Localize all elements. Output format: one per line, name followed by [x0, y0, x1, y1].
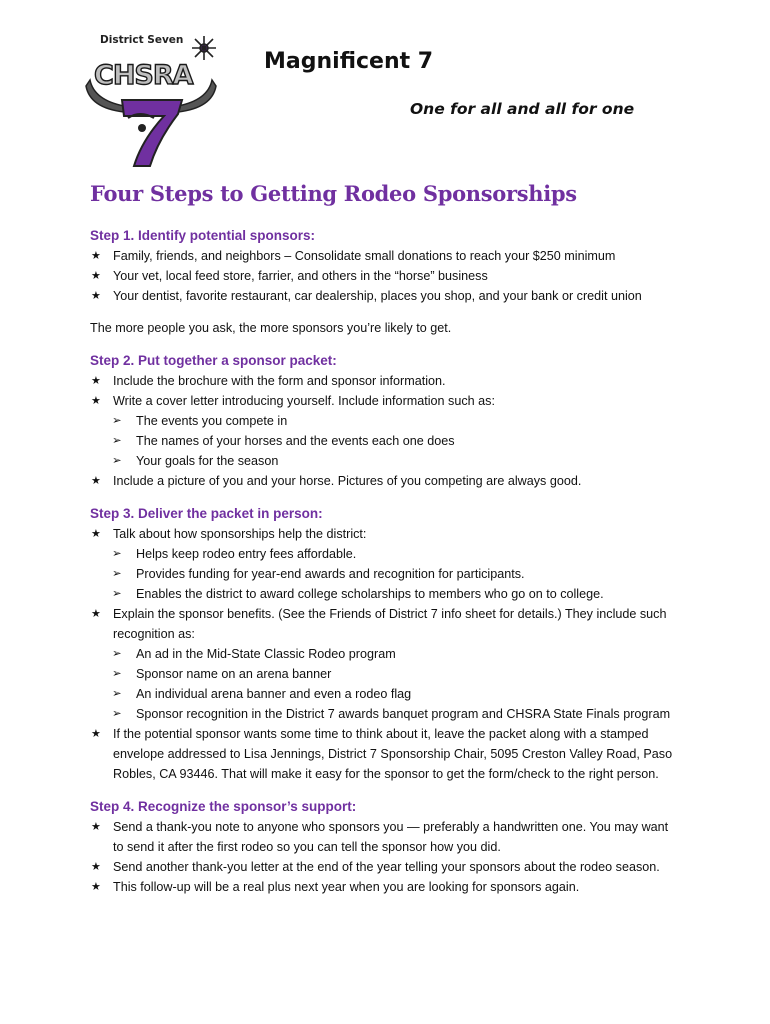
logo-graphic — [84, 30, 218, 170]
arrow-icon: ➢ — [112, 548, 122, 560]
list-item: ★ Talk about how sponsorships help the district: — [90, 524, 690, 544]
list-item: ★ Send another thank-you letter at the end of the year telling your sponsors about the rodeo season. — [90, 857, 690, 877]
star-icon: ★ — [91, 821, 101, 833]
list-item-continued: recognition as: — [113, 627, 195, 641]
sub-list-item: ➢ The names of your horses and the events each one does — [90, 431, 690, 451]
star-icon: ★ — [91, 881, 101, 893]
star-icon: ★ — [91, 728, 101, 740]
step1-title: Step 1. Identify potential sponsors: — [90, 228, 316, 243]
document-body — [90, 226, 690, 897]
sub-list-item: ➢ Enables the district to award college scholarships to members who go on to college. — [90, 584, 690, 604]
arrow-icon: ➢ — [112, 688, 122, 700]
logo-chsra-text: CHSRA — [94, 60, 193, 91]
page-subtitle: One for all and all for one — [410, 100, 635, 118]
page-title: Magnificent 7 — [264, 49, 434, 74]
sub-list-item: ➢ An ad in the Mid-State Classic Rodeo program — [90, 644, 690, 664]
star-icon: ★ — [91, 608, 101, 620]
list-item: ★ Send a thank-you note to anyone who sponsors you — preferably a handwritten one. You may want — [90, 817, 690, 837]
arrow-icon: ➢ — [112, 568, 122, 580]
sub-list-item: ➢ Sponsor recognition in the District 7 awards banquet program and CHSRA State Finals program — [90, 704, 690, 724]
arrow-icon: ➢ — [112, 648, 122, 660]
sub-list-item: ➢ Helps keep rodeo entry fees affordable. — [90, 544, 690, 564]
sub-list-item: ➢ Sponsor name on an arena banner — [90, 664, 690, 684]
sub-list-item: ➢ Provides funding for year-end awards and recognition for participants. — [90, 564, 690, 584]
list-item: ★ Write a cover letter introducing yourself. Include information such as: — [90, 391, 690, 411]
list-item: ★ Explain the sponsor benefits. (See the Friends of District 7 info sheet for details.) They include such — [90, 604, 690, 624]
step1-note: The more people you ask, the more sponsors you’re likely to get. — [90, 321, 452, 335]
arrow-icon: ➢ — [112, 435, 122, 447]
star-icon: ★ — [91, 270, 101, 282]
star-icon: ★ — [91, 861, 101, 873]
arrow-icon: ➢ — [112, 668, 122, 680]
list-item: ★ Include the brochure with the form and sponsor information. — [90, 371, 690, 391]
list-item: ★ Your dentist, favorite restaurant, car dealership, places you shop, and your bank or credit union — [90, 286, 690, 306]
star-icon: ★ — [91, 250, 101, 262]
list-item: ★ Family, friends, and neighbors – Consolidate small donations to reach your $250 minimum — [90, 246, 690, 266]
star-icon: ★ — [91, 375, 101, 387]
logo-district-text: District Seven — [100, 34, 184, 46]
step2-title: Step 2. Put together a sponsor packet: — [90, 353, 337, 368]
sub-list-item: ➢ The events you compete in — [90, 411, 690, 431]
document-heading: Four Steps to Getting Rodeo Sponsorships — [90, 181, 577, 206]
step3-title: Step 3. Deliver the packet in person: — [90, 506, 323, 521]
list-item: ★ This follow-up will be a real plus next year when you are looking for sponsors again. — [90, 877, 690, 897]
arrow-icon: ➢ — [112, 415, 122, 427]
list-item: ★ If the potential sponsor wants some time to think about it, leave the packet along with a stamped — [90, 724, 690, 744]
chsra-logo — [84, 30, 218, 170]
step4-title: Step 4. Recognize the sponsor’s support: — [90, 799, 357, 814]
star-icon: ★ — [91, 528, 101, 540]
arrow-icon: ➢ — [112, 455, 122, 467]
list-item-continued: envelope addressed to Lisa Jennings, District 7 Sponsorship Chair, 5095 Creston Valley Road, Paso — [113, 747, 673, 761]
star-icon: ★ — [91, 475, 101, 487]
sub-list-item: ➢ An individual arena banner and even a rodeo flag — [90, 684, 690, 704]
list-item-continued: to send it after the first rodeo so you can tell the sponsor how you did. — [113, 840, 501, 854]
sub-list-item: ➢ Your goals for the season — [90, 451, 690, 471]
arrow-icon: ➢ — [112, 588, 122, 600]
arrow-icon: ➢ — [112, 708, 122, 720]
list-item-continued: Robles, CA 93446. That will make it easy for the sponsor to get the form/check to the right person. — [113, 767, 659, 781]
list-item: ★ Include a picture of you and your horse. Pictures of you competing are always good. — [90, 471, 690, 491]
list-item: ★ Your vet, local feed store, farrier, and others in the “horse” business — [90, 266, 690, 286]
star-icon: ★ — [91, 290, 101, 302]
star-icon: ★ — [91, 395, 101, 407]
